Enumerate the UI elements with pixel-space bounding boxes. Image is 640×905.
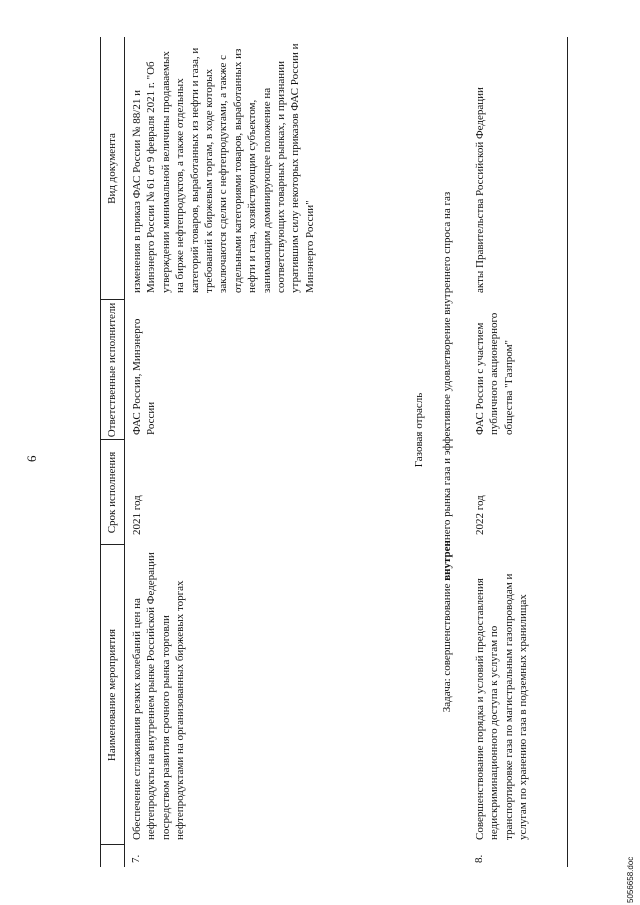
header-deadline: Срок исполнения [106,451,118,534]
header-responsible: Ответственные исполнители [106,302,118,438]
table-top-border [100,37,101,867]
table-bottom-border [567,37,568,867]
row-7-responsible: ФАС России, Минэнерго России [131,318,158,435]
footer-file-code: 5056658.doc [626,856,635,903]
header-doc-type: Вид документа [106,133,118,204]
row-7-deadline: 2021 год [131,495,143,535]
task-line [441,37,453,867]
header-bottom-border [124,37,125,867]
row-8-number: 8. [473,854,485,863]
row-7-number: 7. [130,854,142,863]
row-7-name: Обеспечение сглаживания резких колебаний цен на нефтепродукты на внутреннем рынке Российской Федерации посредством развития срочного рынка торговли нефтепродуктами на организованных биржевых торгах [131,552,187,840]
row-8-deadline: 2022 год [474,495,486,535]
row-8-name: Совершенствование порядка и условий предоставления недискриминационного доступа к услугам по транспортировке газа по магистральным газопроводам и услугам по хранению газа в подземных хранилищах [474,573,530,840]
task-suffix: него рынка газа и эффективное удовлетворение внутреннего спроса на газ [441,191,453,541]
section-title: Газовая отрасль [413,392,425,468]
page-number: 6 [24,455,39,462]
header-name: Наименование мероприятия [106,628,118,762]
row-8-responsible: ФАС России с участием публичного акционерного общества "Газпром" [474,312,515,435]
row-8-doc-type: акты Правительства Российской Федерации [474,87,486,293]
task-bold: внутрен [441,540,453,581]
task-prefix: Задача: совершенствование [441,583,453,713]
row-7-doc-type: изменения в приказ ФАС России № 88/21 и Минэнерго России № 61 от 9 февраля 2021 г. "Об утверждении минимальной величины продаваемых на бирже нефтепродуктов, а также отдельных категорий товаров, выработанных из нефти и газа, и требований к биржевым торгам, в ходе которых заключаются сделки с нефтепродуктами, а также с отдельными категориями товаров, выработанных из нефти и газа, хозяйствующим субъектом, занимающим доминирующее положение на соответствующих товарных рынках, и признании утратившим силу некоторых приказов ФАС России и Минэнерго России" [131,43,316,293]
